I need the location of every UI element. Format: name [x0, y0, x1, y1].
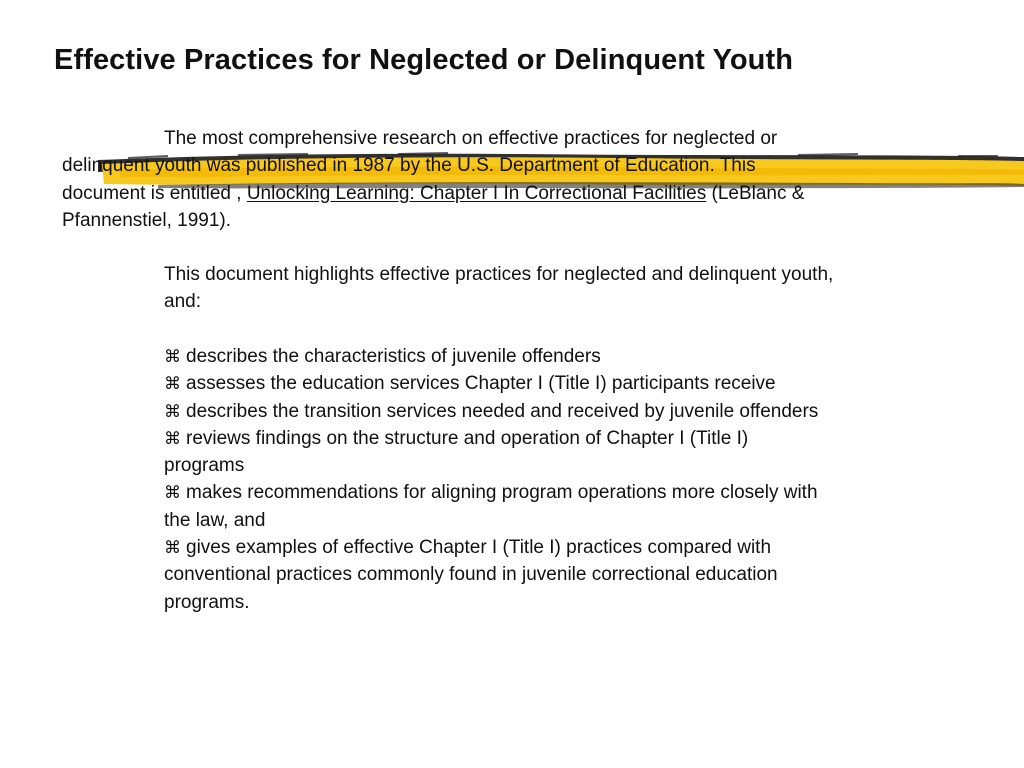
bullet-item [164, 370, 818, 397]
bullet-continuation: programs. [164, 591, 250, 613]
slide-title: Effective Practices for Neglected or Delinquent Youth [54, 44, 794, 76]
highlights-paragraph [164, 261, 833, 316]
highlights-line-1: This document highlights effective practices for neglected and delinquent youth, [164, 264, 834, 285]
bullet-item [164, 343, 818, 370]
bullet-item [164, 479, 818, 506]
command-key-bullet-icon: ⌘ [164, 401, 181, 421]
bullet-text: makes recommendations for aligning program operations more closely with [186, 482, 818, 504]
intro-line-2: delinquent youth was published in 1987 by the U.S. Department of Education. This [62, 155, 756, 177]
bullet-list [164, 343, 818, 616]
command-key-bullet-icon: ⌘ [164, 538, 181, 558]
bullet-continuation: the law, and [164, 509, 266, 531]
command-key-bullet-icon: ⌘ [164, 374, 181, 394]
intro-paragraph [62, 125, 804, 234]
command-key-bullet-icon: ⌘ [164, 483, 181, 503]
bullet-text: reviews findings on the structure and operation of Chapter I (Title I) [186, 427, 749, 449]
intro-line-3 [62, 180, 804, 207]
bullet-continuation: conventional practices commonly found in juvenile correctional education [164, 564, 778, 586]
bullet-text: assesses the education services Chapter I (Title I) participants receive [186, 373, 776, 395]
bullet-text: describes the transition services needed and received by juvenile offenders [186, 400, 819, 422]
intro-line-3-post: (LeBlanc & [706, 182, 805, 204]
intro-line-3-pre: document is entitled , [62, 182, 247, 204]
bullet-text: describes the characteristics of juvenile offenders [186, 346, 601, 367]
bullet-continuation: programs [164, 455, 245, 477]
bullet-item [164, 534, 818, 561]
command-key-bullet-icon: ⌘ [164, 428, 181, 448]
intro-line-1: The most comprehensive research on effective practices for neglected or [164, 128, 778, 149]
bullet-item [164, 425, 818, 452]
bullet-text: gives examples of effective Chapter I (Title I) practices compared with [186, 537, 772, 559]
bullet-item [164, 398, 818, 425]
highlights-line-2: and: [164, 291, 201, 313]
intro-line-4: Pfannenstiel, 1991). [62, 209, 232, 231]
command-key-bullet-icon: ⌘ [164, 347, 181, 366]
document-title: Unlocking Learning: Chapter I In Correctional Facilities [246, 182, 707, 204]
